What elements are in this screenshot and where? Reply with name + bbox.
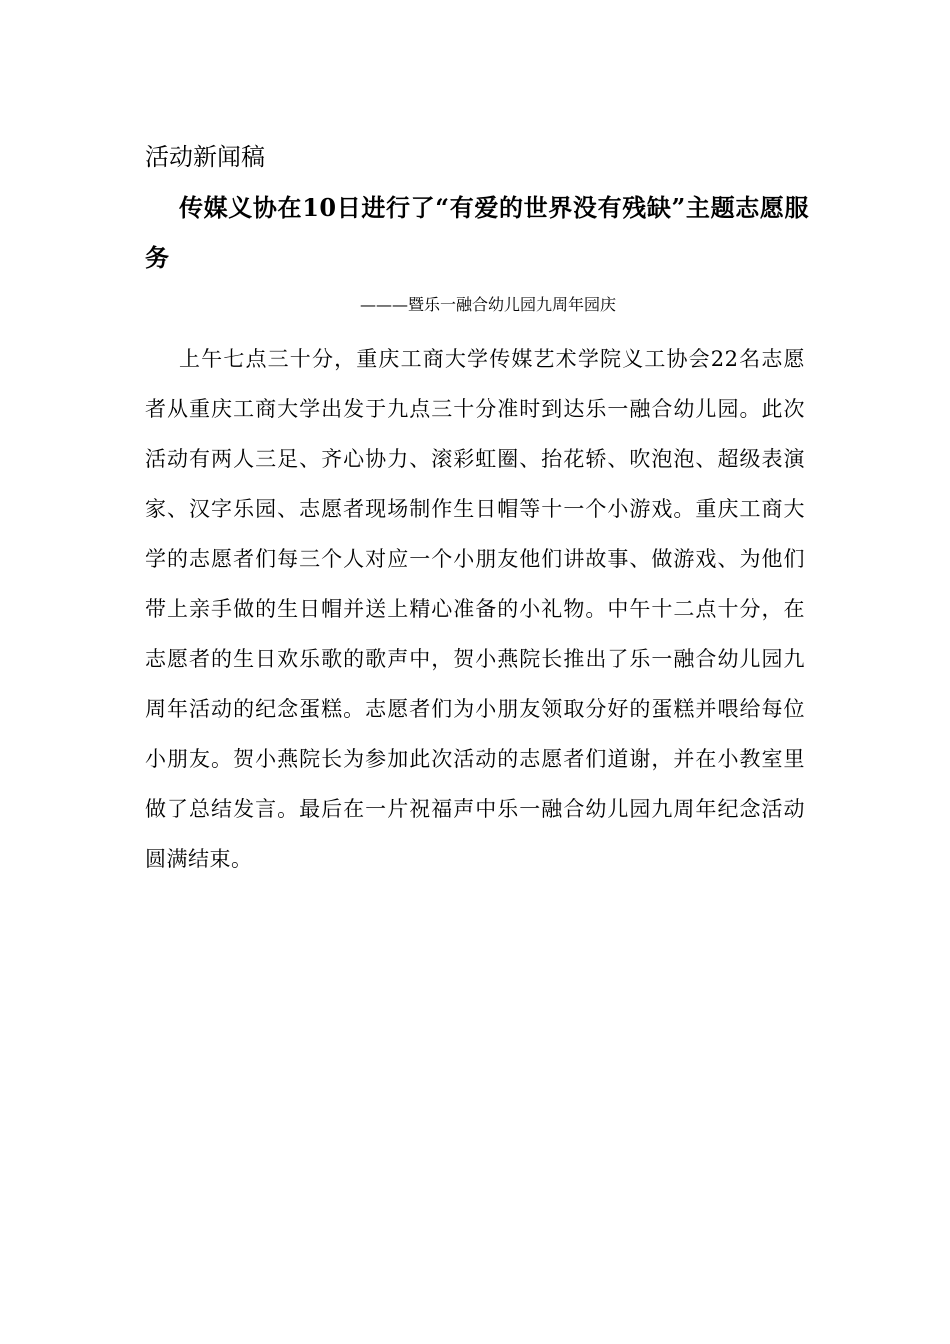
document-body-paragraph: 上午七点三十分，重庆工商大学传媒艺术学院义工协会22名志愿者从重庆工商大学出发于九点三十分准时到达乐一融合幼儿园。此次活动有两人三足、齐心协力、滚彩虹圈、抬花轿、吹泡泡、超级表演家、汉字乐园、志愿者现场制作生日帽等十一个小游戏。重庆工商大学的志愿者们每三个人对应一个小朋友他们讲故事、做游戏、为他们带上亲手做的生日帽并送上精心准备的小礼物。中午十二点十分，在志愿者的生日欢乐歌的歌声中，贺小燕院长推出了乐一融合幼儿园九周年活动的纪念蛋糕。志愿者们为小朋友领取分好的蛋糕并喂给每位小朋友。贺小燕院长为参加此次活动的志愿者们道谢，并在小教室里做了总结发言。最后在一片祝福声中乐一融合幼儿园九周年纪念活动圆满结束。 [145, 347, 805, 871]
document-title: 传媒义协在10日进行了“有爱的世界没有残缺”主题志愿服务 [145, 193, 809, 272]
document-subtitle: ———暨乐一融合幼儿园九周年园庆 [360, 295, 617, 314]
document-label: 活动新闻稿 [145, 143, 265, 171]
